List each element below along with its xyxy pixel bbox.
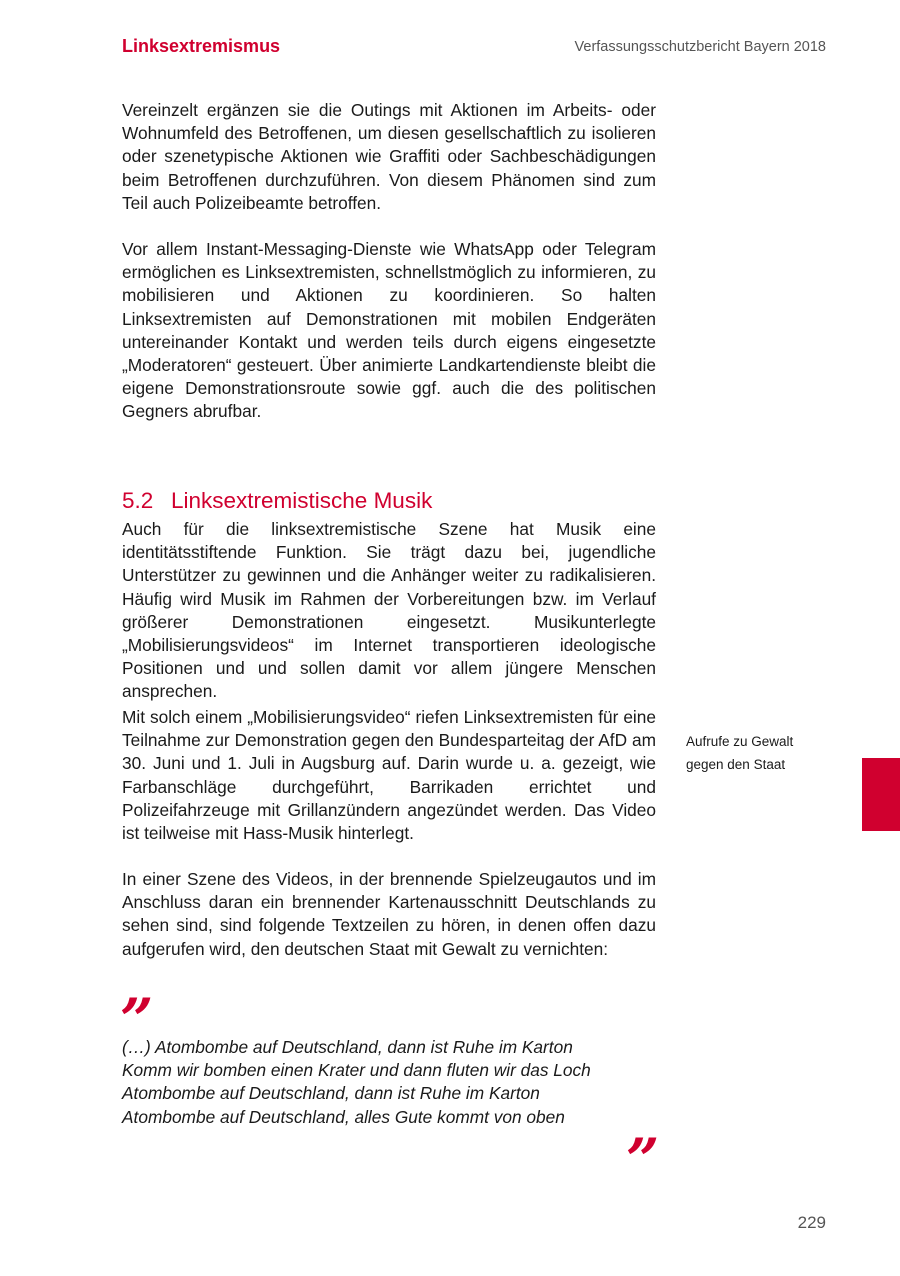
- paragraph-text: Vor allem Instant-Messaging-Dienste wie WhatsApp oder Telegram ermöglichen es Linksextremisten, schnellstmöglich zu informieren, zu mobilisieren und Aktionen zu koordinieren. So halten Linksextremisten auf Demonstrationen mit mobilen Endgeräten untereinander Kontakt und werden teils durch eigens eingesetzte „Moderatoren“ gesteuert. Über animierte Landkartendienste bleibt die eigene Demonstrationsroute sowie ggf. auch die des politischen Gegners abrufbar.: [122, 239, 656, 422]
- quote-line: Komm wir bomben einen Krater und dann fluten wir das Loch: [122, 1060, 591, 1081]
- quote-close-mark: ”: [626, 1126, 660, 1194]
- margin-note-line: gegen den Staat: [686, 757, 786, 772]
- quote-open-mark: ”: [120, 986, 154, 1054]
- chapter-side-tab: [862, 758, 900, 831]
- paragraph-outings: [122, 99, 656, 215]
- section-heading: [122, 488, 432, 514]
- quote-line: Atombombe auf Deutschland, alles Gute kommt von oben: [122, 1106, 565, 1127]
- lyrics-quote: [122, 1036, 682, 1129]
- paragraph-text: In einer Szene des Videos, in der brennende Spielzeugautos und im Anschluss daran ein brennender Kartenausschnitt Deutschlands zu sehen sind, sind folgende Textzeilen zu hören, in denen offen dazu aufgerufen wird, den deutschen Staat mit Gewalt zu vernichten:: [122, 869, 656, 959]
- paragraph-mobilization-video: [122, 706, 656, 845]
- paragraph-text: Auch für die linksextremistische Szene hat Musik eine identitätsstiftende Funktion. Sie trägt dazu bei, jugendliche Unterstützer zu gewinnen und die Anhänger weiter zu radikalisieren. Häufig wird Musik im Rahmen der Vorbereitungen bzw. im Verlauf größerer Demonstrationen eingesetzt. Musikunterlegte „Mobilisierungsvideos“ im Internet transportieren ideologische Positionen und und sollen damit vor allem jüngere Menschen ansprechen.: [122, 519, 656, 702]
- page-number: 229: [797, 1213, 826, 1232]
- section-number: 5.2: [122, 487, 154, 513]
- quote-line: Atombombe auf Deutschland, dann ist Ruhe im Karton: [122, 1083, 540, 1104]
- margin-note: [686, 730, 826, 776]
- paragraph-text: Mit solch einem „Mobilisierungsvideo“ riefen Linksextremisten für eine Teilnahme zur Demonstration gegen den Bundesparteitag der AfD am 30. Juni und 1. Juli in Augsburg auf. Darin wurde u. a. gezeigt, wie Farbanschläge durchgeführt, Barrikaden errichtet und Polizeifahrzeuge mit Grillanzündern angezündet werden. Das Video ist teilweise mit Hass-Musik hinterlegt.: [122, 707, 656, 844]
- paragraph-video-scene: [122, 868, 656, 961]
- paragraph-text: Vereinzelt ergänzen sie die Outings mit Aktionen im Arbeits- oder Wohnumfeld des Betroffenen, um diesen gesellschaftlich zu isolieren oder szenetypische Aktionen wie Graffiti oder Sachbeschädigungen beim Betroffenen durchzuführen. Von diesem Phänomen sind zum Teil auch Polizeibeamte betroffen.: [122, 100, 656, 213]
- paragraph-music-function: [122, 518, 656, 704]
- running-header-section: Linksextremismus: [122, 36, 281, 56]
- paragraph-messaging: [122, 238, 656, 424]
- quote-line: (…) Atombombe auf Deutschland, dann ist Ruhe im Karton: [122, 1037, 573, 1057]
- margin-note-line: Aufrufe zu Gewalt: [686, 734, 794, 749]
- running-header-report-title: Verfassungsschutzbericht Bayern 2018: [574, 39, 826, 55]
- section-title: Linksextremistische Musik: [171, 487, 433, 513]
